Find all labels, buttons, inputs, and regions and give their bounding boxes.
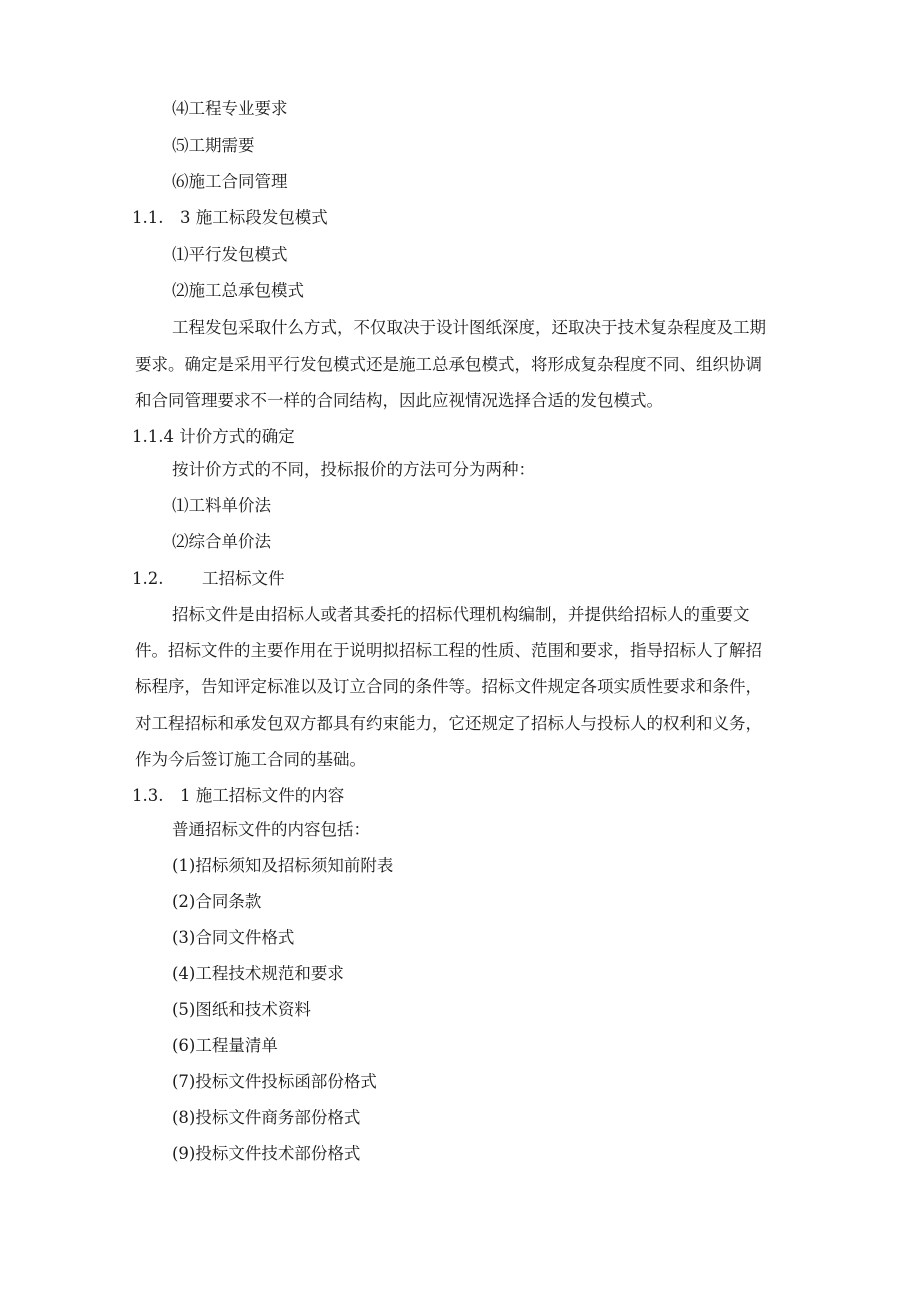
paragraph-line: 要求。确定是采用平行发包模式还是施工总承包模式，将形成复杂程度不同、组织协调 <box>135 355 762 374</box>
list-item: (9)投标文件技术部份格式 <box>172 1144 361 1163</box>
list-item: ⑵综合单价法 <box>172 532 271 551</box>
list-item: ⑹施工合同管理 <box>172 172 288 191</box>
list-item: (4)工程技术规范和要求 <box>172 964 344 983</box>
paragraph-line: 招标文件是由招标人或者其委托的招标代理机构编制，并提供给招标人的重要文 <box>172 605 750 624</box>
paragraph-line: 工程发包采取什么方式，不仅取决于设计图纸深度，还取决于技术复杂程度及工期 <box>172 318 766 337</box>
list-item: (1)招标须知及招标须知前附表 <box>172 856 394 875</box>
list-item: (3)合同文件格式 <box>172 928 295 947</box>
list-item: ⑴工料单价法 <box>172 496 271 515</box>
paragraph-line: 和合同管理要求不一样的合同结构，因此应视情况选择合适的发包模式。 <box>135 391 663 410</box>
list-item: ⑸工期需要 <box>172 136 255 155</box>
list-item: (8)投标文件商务部份格式 <box>172 1108 361 1127</box>
list-item: ⑷工程专业要求 <box>172 99 288 118</box>
paragraph-line: 按计价方式的不同，投标报价的方法可分为两种： <box>172 460 535 479</box>
list-item: (5)图纸和技术资料 <box>172 1000 311 1019</box>
list-item: (7)投标文件投标函部份格式 <box>172 1072 377 1091</box>
paragraph-line: 标程序，告知评定标准以及订立合同的条件等。招标文件规定各项实质性要求和条件， <box>135 677 762 696</box>
list-item: ⑵施工总承包模式 <box>172 281 304 300</box>
section-heading-1-2 <box>132 569 285 589</box>
section-heading-1-3-1: 1.3. 1 施工招标文件的内容 <box>132 786 345 805</box>
section-heading-1-1-3: 1.1. 3 施工标段发包模式 <box>132 208 328 227</box>
paragraph-line: 件。招标文件的主要作用在于说明拟招标工程的性质、范围和要求，指导招标人了解招 <box>135 641 762 660</box>
section-number: 1.2. <box>132 569 164 588</box>
list-item: (2)合同条款 <box>172 892 262 911</box>
list-item: (6)工程量清单 <box>172 1036 278 1055</box>
paragraph-line: 普通招标文件的内容包括： <box>172 820 370 839</box>
section-heading-1-1-4: 1.1.4 计价方式的确定 <box>132 427 295 446</box>
section-title: 工招标文件 <box>202 569 285 588</box>
paragraph-line: 作为今后签订施工合同的基础。 <box>135 750 366 769</box>
list-item: ⑴平行发包模式 <box>172 245 288 264</box>
paragraph-line: 对工程招标和承发包双方都具有约束能力，它还规定了招标人与投标人的权利和义务， <box>135 714 762 733</box>
